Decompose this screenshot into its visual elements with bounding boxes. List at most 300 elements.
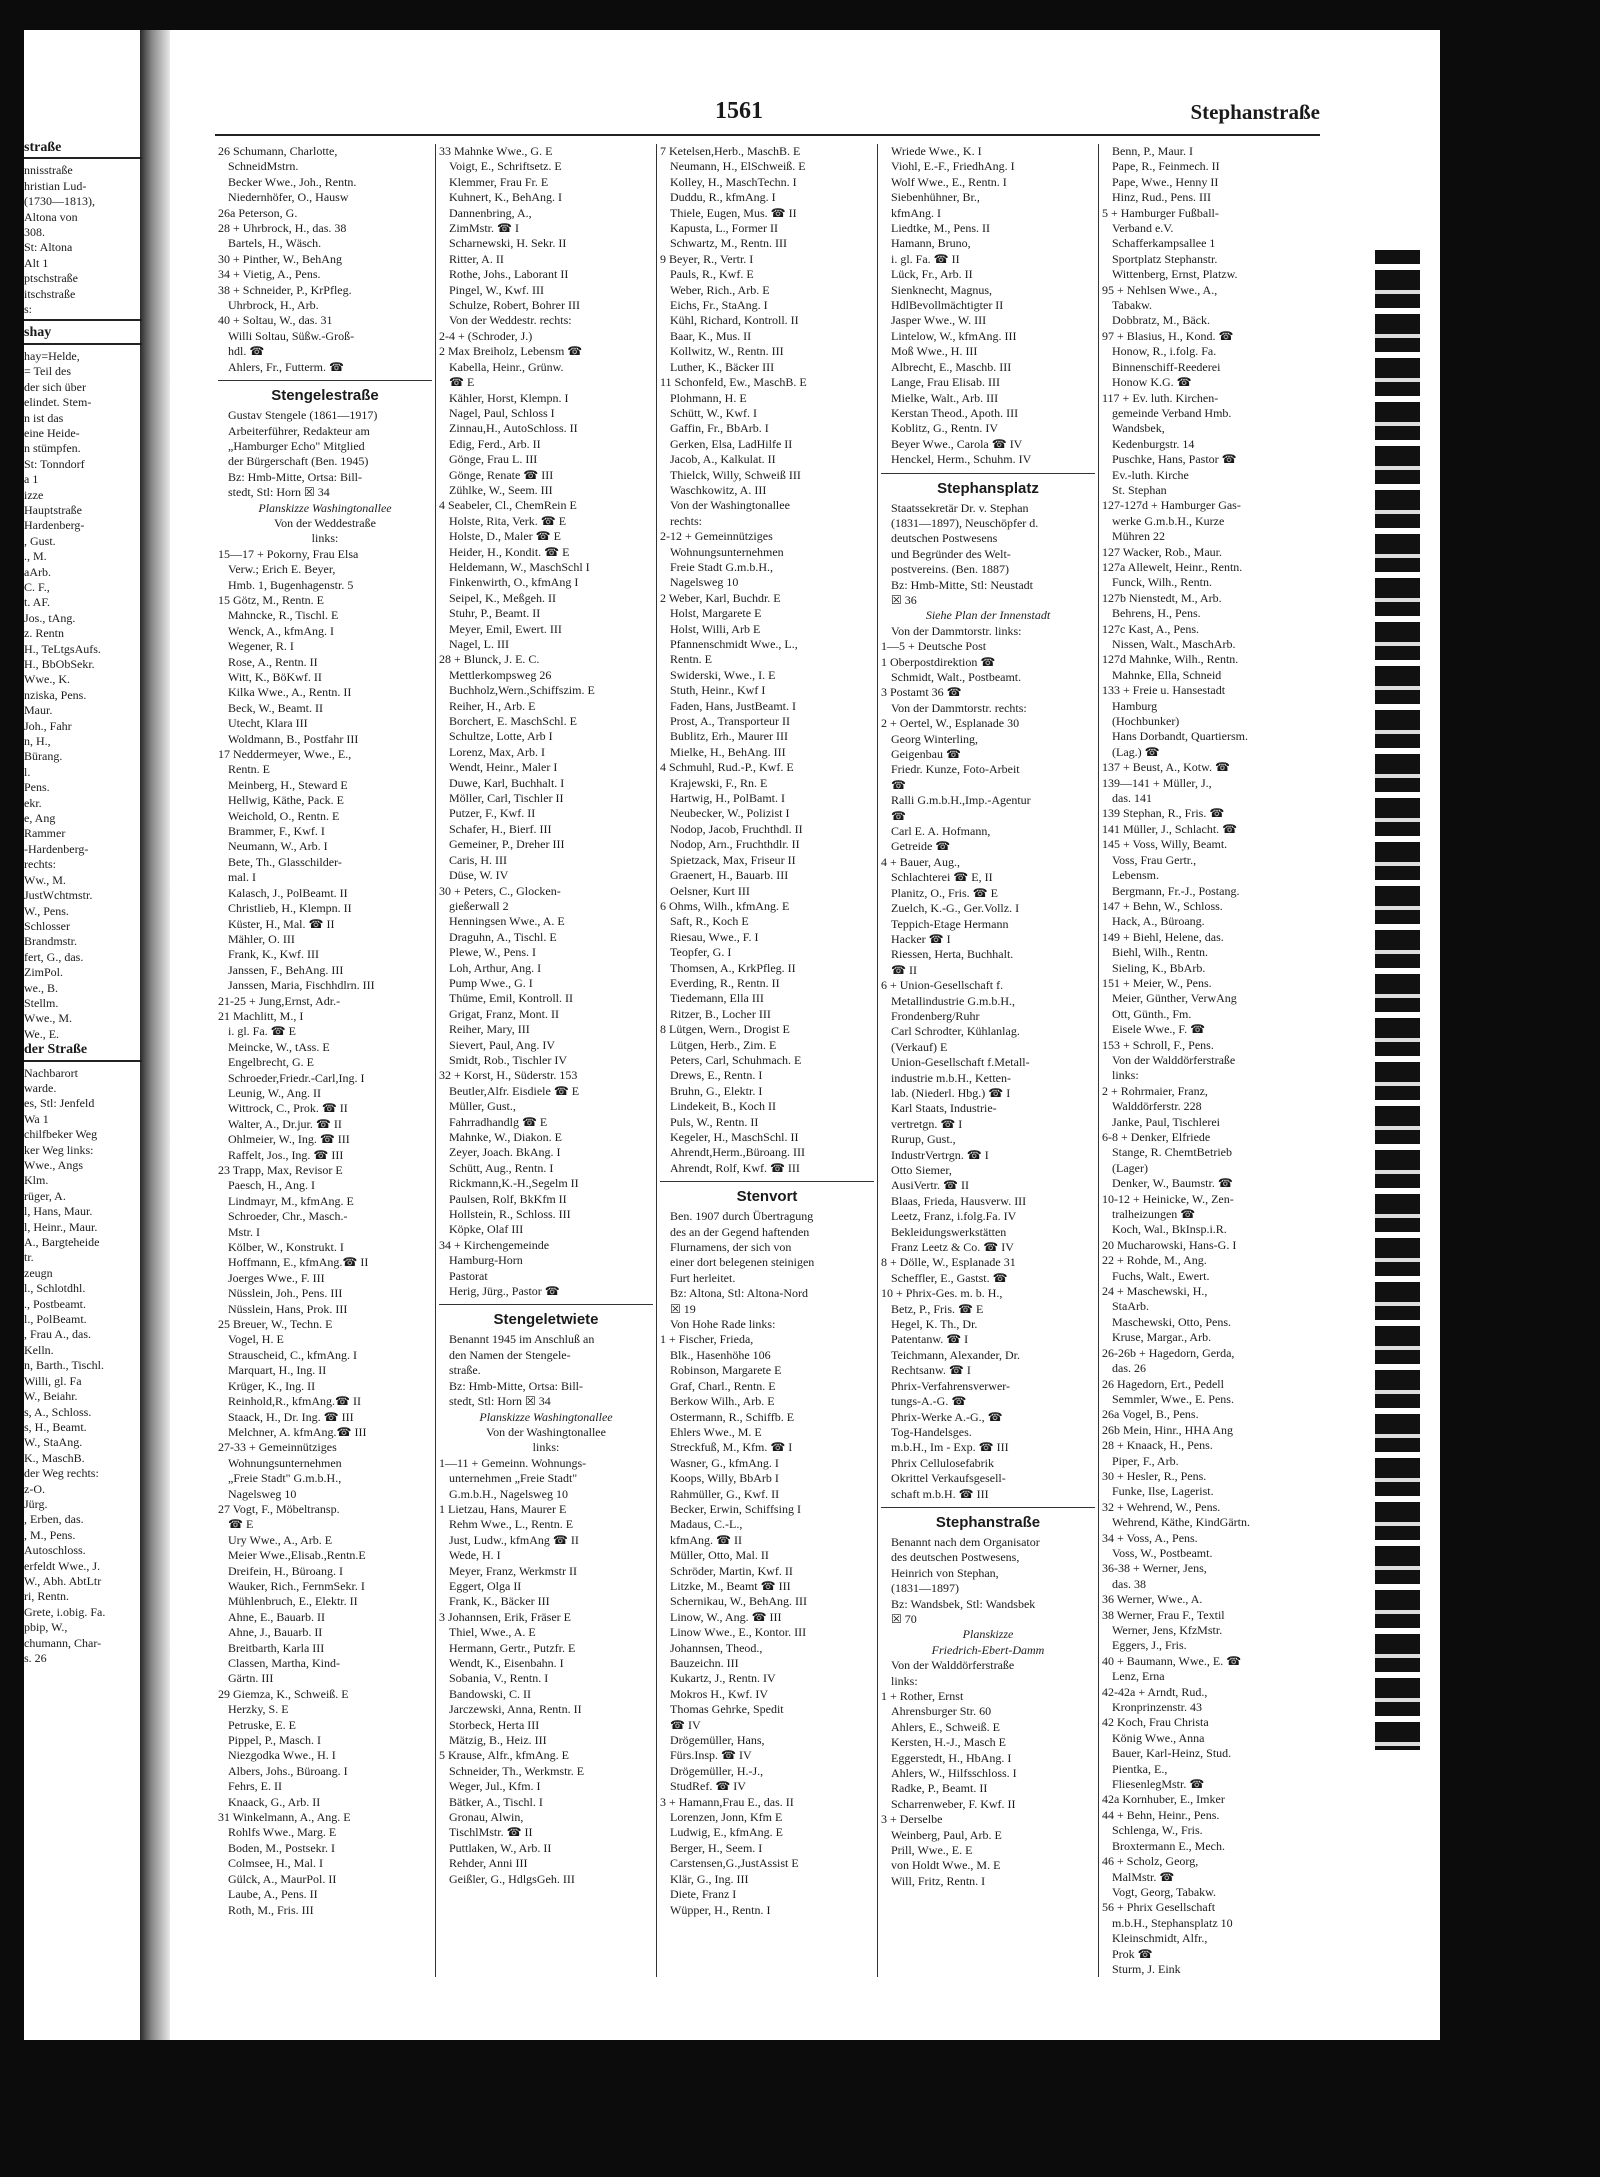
directory-entry: Ritter, A. II — [449, 251, 504, 266]
directory-entry: Petruske, E. E — [228, 1717, 296, 1732]
directory-entry: Müller, Otto, Mal. II — [670, 1548, 769, 1563]
directory-entry: Schlachterei ☎ E, II — [891, 870, 993, 885]
section-rule — [24, 319, 142, 321]
directory-entry: Gustav Stengele (1861—1917) — [228, 408, 378, 423]
directory-entry: Lenz, Erna — [1112, 1669, 1165, 1684]
directory-entry: Utecht, Klara III — [228, 716, 308, 731]
directory-entry: Gronau, Alwin, — [449, 1810, 524, 1825]
directory-entry: Müller, Gust., — [449, 1099, 516, 1114]
directory-entry: 141 Müller, J., Schlacht. ☎ — [1102, 821, 1238, 836]
directory-entry: Schulze, Robert, Bohrer III — [449, 298, 580, 313]
directory-entry: Mahnke, Ella, Schneid — [1112, 667, 1222, 682]
directory-entry: Flurnamens, der sich von — [670, 1240, 792, 1255]
directory-entry: ☎ E — [449, 375, 475, 390]
directory-entry: hdl. ☎ — [228, 344, 265, 359]
directory-entry: 34 + Vietig, A., Pens. — [218, 267, 321, 282]
directory-entry: m.b.H., Im - Exp. ☎ III — [891, 1440, 1009, 1455]
directory-entry: Funke, Ilse, Lagerist. — [1112, 1484, 1214, 1499]
directory-entry: 11 Schonfeld, Ew., MaschB. E — [660, 375, 807, 390]
directory-entry: 3 + Hamann,Frau E., das. II — [660, 1794, 794, 1809]
directory-entry: ☎ II — [891, 962, 917, 977]
directory-entry: des deutschen Postwesens, — [891, 1550, 1020, 1565]
directory-entry: rechts: — [670, 513, 702, 528]
directory-entry: Dannenbring, A., — [449, 205, 532, 220]
directory-entry: Blk., Hasenhöhe 106 — [670, 1347, 771, 1362]
directory-entry: Uhrbrock, H., Arb. — [228, 298, 319, 313]
directory-entry: vertretgn. ☎ I — [891, 1116, 963, 1131]
directory-entry: links: — [891, 1673, 918, 1688]
directory-entry: Hegel, K. Th., Dr. — [891, 1317, 978, 1332]
directory-entry: Wenck, A., kfmAng. I — [228, 623, 335, 638]
directory-entry: MalMstr. ☎ — [1112, 1869, 1175, 1884]
directory-entry: Klemmer, Frau Fr. E — [449, 174, 549, 189]
directory-entry: Fehrs, E. II — [228, 1779, 282, 1794]
left-page-line: Jos., tAng. — [24, 610, 76, 625]
directory-entry: schaft m.b.H. ☎ III — [891, 1486, 989, 1501]
directory-entry: ☒ 70 — [891, 1611, 917, 1626]
directory-entry: Scheffler, E., Gastst. ☎ — [891, 1270, 1008, 1285]
left-page-line: K., MaschB. — [24, 1450, 85, 1465]
directory-entry: Mielke, Walt., Arb. III — [891, 390, 999, 405]
directory-entry: Ostermann, R., Schiffb. E — [670, 1409, 795, 1424]
directory-entry: 28 + Knaack, H., Pens. — [1102, 1438, 1213, 1453]
directory-entry: das. 141 — [1112, 791, 1152, 806]
directory-entry: Meinberg, H., Steward E — [228, 777, 348, 792]
street-heading: Stephanstraße — [881, 1507, 1095, 1531]
directory-entry: 127d Mahnke, Wilh., Rentn. — [1102, 652, 1239, 667]
directory-entry: König Wwe., Anna — [1112, 1730, 1205, 1745]
directory-entry: Verw.; Erich E. Beyer, — [228, 562, 336, 577]
directory-entry: 2 Weber, Karl, Buchdr. E — [660, 590, 781, 605]
directory-entry: Berger, H., Seem. I — [670, 1840, 763, 1855]
directory-entry: Ev.-luth. Kirche — [1112, 467, 1189, 482]
directory-entry: Schütt, Aug., Rentn. I — [449, 1160, 554, 1175]
directory-entry: der Bürgerschaft (Ben. 1945) — [228, 454, 369, 469]
left-page-line: ekr. — [24, 795, 42, 810]
direction-subheading: links: — [311, 531, 339, 546]
directory-entry: 2 Max Breiholz, Lebensm ☎ — [439, 344, 583, 359]
directory-entry: Freie Stadt G.m.b.H., — [670, 559, 773, 574]
directory-entry: Eisele Wwe., F. ☎ — [1112, 1022, 1206, 1037]
directory-entry: Wittenberg, Ernst, Platzw. — [1112, 267, 1238, 282]
directory-entry: Neubecker, W., Polizist I — [670, 806, 790, 821]
directory-entry: Mokros H., Kwf. IV — [670, 1686, 768, 1701]
left-page-line: Klm. — [24, 1173, 49, 1188]
directory-entry: Benannt 1945 im Anschluß an — [449, 1332, 595, 1347]
directory-entry: Reiher, H., Arb. E — [449, 698, 536, 713]
directory-entry: Bekleidungswerkstätten — [891, 1224, 1007, 1239]
left-page-line: s, H., Beamt. — [24, 1419, 87, 1434]
directory-entry: Colmsee, H., Mal. I — [228, 1856, 323, 1871]
directory-entry: Sportplatz Stephanstr. — [1112, 251, 1218, 266]
directory-entry: Furt herleitet. — [670, 1270, 736, 1285]
directory-entry: 25 Breuer, W., Techn. E — [218, 1317, 333, 1332]
directory-entry: stedt, Stl: Horn ☒ 34 — [449, 1394, 551, 1409]
directory-entry: Kronprinzenstr. 43 — [1112, 1700, 1202, 1715]
directory-entry: Klär, G., Ing. III — [670, 1871, 749, 1886]
left-page-line: s: — [24, 302, 33, 317]
left-page-line: rechts: — [24, 857, 56, 872]
directory-entry: Hans Dorbandt, Quartiersm. — [1112, 729, 1248, 744]
left-page-line: tr. — [24, 1250, 34, 1265]
directory-entry: Pape, R., Feinmech. II — [1112, 159, 1220, 174]
directory-entry: ☎ E — [228, 1517, 254, 1532]
directory-entry: 95 + Nehlsen Wwe., A., — [1102, 282, 1218, 297]
directory-entry: Liedtke, M., Pens. II — [891, 221, 990, 236]
directory-entry: Mahncke, R., Tischl. E — [228, 608, 339, 623]
directory-entry: 1—11 + Gemeinn. Wohnungs- — [439, 1455, 587, 1470]
left-page-line: rüger, A. — [24, 1188, 66, 1203]
directory-entry: „Freie Stadt" G.m.b.H., — [228, 1471, 342, 1486]
directory-entry: Mühlenbruch, E., Elektr. II — [228, 1594, 358, 1609]
directory-entry: 2-4 + (Schroder, J.) — [439, 328, 533, 343]
directory-entry: Voss, Frau Gertr., — [1112, 852, 1197, 867]
directory-entry: Hmb. 1, Bugenhagenstr. 5 — [228, 577, 354, 592]
left-page-line: straße — [24, 140, 62, 155]
directory-entry: Wede, H. I — [449, 1548, 501, 1563]
directory-entry: Berkow Wilh., Arb. E — [670, 1394, 775, 1409]
directory-entry: Melchner, A. kfmAng.☎ III — [228, 1424, 367, 1439]
directory-entry: ☎ — [891, 777, 906, 792]
running-head: Stephanstraße — [1190, 100, 1320, 124]
directory-entry: Mahnke, W., Diakon. E — [449, 1130, 562, 1144]
directory-entry: Dobbratz, M., Bäck. — [1112, 313, 1210, 328]
directory-entry: 2 + Oertel, W., Esplanade 30 — [881, 716, 1020, 731]
directory-entry: tungs-A.-G. ☎ — [891, 1394, 967, 1409]
directory-entry: Fahrradhandlg ☎ E — [449, 1114, 548, 1129]
directory-entry: Otto Siemer, — [891, 1163, 952, 1177]
directory-entry: 5 + Hamburger Fußball- — [1102, 205, 1219, 220]
directory-entry: Binnenschiff-Reederei — [1112, 359, 1221, 374]
left-page-line: l. — [24, 764, 31, 779]
directory-entry: Roth, M., Fris. III — [228, 1902, 314, 1917]
directory-entry: 30 + Hesler, R., Pens. — [1102, 1468, 1207, 1483]
directory-entry: Smidt, Rob., Tischler IV — [449, 1052, 568, 1067]
directory-entry: Woldmann, B., Postfahr III — [228, 731, 359, 746]
directory-entry: Rose, A., Rentn. II — [228, 654, 318, 669]
directory-entry: Krüger, K., Ing. II — [228, 1378, 316, 1393]
directory-entry: Becker Wwe., Joh., Rentn. — [228, 174, 357, 189]
directory-entry: Hamburg — [1112, 698, 1158, 713]
directory-entry: Rothe, Johs., Laborant II — [449, 267, 569, 282]
directory-entry: Paesch, H., Ang. I — [228, 1178, 315, 1193]
directory-entry: Denker, W., Baumstr. ☎ — [1112, 1176, 1233, 1191]
left-page-line: l., PolBeamt. — [24, 1312, 87, 1327]
left-page-line: s. 26 — [24, 1651, 47, 1665]
directory-entry: Janssen, F., BehAng. III — [228, 962, 344, 977]
directory-entry: Kalasch, J., PolBeamt. II — [228, 885, 348, 900]
directory-entry: Weinberg, Paul, Arb. E — [891, 1827, 1002, 1842]
directory-entry: Schlenga, W., Fris. — [1112, 1823, 1203, 1838]
directory-entry: 15 Götz, M., Rentn. E — [218, 592, 324, 607]
directory-entry: mal. I — [228, 870, 256, 885]
directory-entry: Metallindustrie G.m.b.H., — [891, 993, 1015, 1008]
directory-entry: AusiVertr. ☎ II — [891, 1178, 969, 1193]
left-page-line: erfeldt Wwe., J. — [24, 1558, 101, 1573]
directory-entry: Rechtsanw. ☎ I — [891, 1363, 971, 1378]
directory-entry: Kapusta, L., Former II — [670, 221, 778, 236]
directory-entry: Brammer, F., Kwf. I — [228, 824, 325, 839]
directory-entry: Meier, Günther, VerwAng — [1112, 991, 1237, 1006]
book-gutter — [140, 30, 170, 2040]
directory-entry: und Begründer des Welt- — [891, 546, 1011, 561]
street-heading: Stephansplatz — [881, 473, 1095, 497]
directory-entry: Schneider, Th., Werkmstr. E — [449, 1763, 585, 1778]
directory-entry: kfmAng. I — [891, 205, 941, 220]
left-page-fragment — [24, 140, 142, 1666]
directory-entry: (Hochbunker) — [1112, 714, 1180, 729]
directory-entry: Herzky, S. E — [228, 1702, 289, 1717]
left-page-line: , Frau A., das. — [24, 1327, 91, 1342]
directory-entry: 8 + Dölle, W., Esplanade 31 — [881, 1255, 1016, 1270]
left-page-line: Hardenberg- — [24, 518, 85, 533]
directory-entry: Radke, P., Beamt. II — [891, 1781, 988, 1796]
directory-entry: Pauls, R., Kwf. E — [670, 267, 754, 282]
directory-entry: gemeinde Verband Hmb. — [1112, 405, 1232, 420]
directory-entry: Knaack, G., Arb. II — [228, 1794, 321, 1809]
directory-entry: Gemeiner, P., Dreher III — [449, 837, 565, 852]
directory-entry: 127a Allewelt, Heinr., Rentn. — [1102, 559, 1243, 574]
directory-entry: 145 + Voss, Willy, Beamt. — [1102, 837, 1228, 852]
left-page-line: Grete, i.obig. Fa. — [24, 1604, 106, 1619]
directory-entry: Arbeiterführer, Redakteur am — [228, 423, 370, 438]
directory-entry: Raffelt, Jos., Ing. ☎ III — [228, 1147, 344, 1162]
columns-container — [215, 144, 1320, 1977]
directory-entry: Lorenzen, Jonn, Kfm E — [670, 1810, 783, 1825]
directory-entry: 27 Vogt, F., Möbeltransp. — [218, 1501, 340, 1516]
directory-entry: Pippel, P., Masch. I — [228, 1733, 321, 1748]
directory-entry: (Lager) — [1112, 1160, 1148, 1175]
directory-entry: Prill, Wwe., E. E — [891, 1843, 973, 1858]
directory-entry: Puttlaken, W., Arb. II — [449, 1840, 552, 1855]
left-page-line: ., M. — [24, 549, 47, 564]
directory-entry: Kerstan Theod., Apoth. III — [891, 405, 1019, 420]
directory-entry: 23 Trapp, Max, Revisor E — [218, 1163, 343, 1177]
left-page-line: pbip, W., — [24, 1620, 68, 1635]
directory-entry: Wendt, Heinr., Maler I — [449, 760, 558, 775]
directory-entry: StudRef. ☎ IV — [670, 1779, 746, 1794]
directory-entry: Ahlers, W., Hilfsschloss. I — [891, 1766, 1017, 1781]
directory-entry: Litzke, M., Beamt ☎ III — [670, 1578, 791, 1593]
directory-entry: Okrittel Verkaufsgesell- — [891, 1471, 1006, 1486]
directory-entry: Duwe, Karl, Buchhalt. I — [449, 775, 565, 790]
street-heading: Stenvort — [660, 1181, 874, 1205]
directory-entry: Zühlke, W., Seem. III — [449, 482, 553, 497]
directory-entry: 38 + Schneider, P., KrPfleg. — [218, 282, 352, 297]
directory-entry: Behrens, H., Pens. — [1112, 606, 1201, 621]
directory-entry: Heldemann, W., MaschSchl I — [449, 559, 590, 574]
directory-entry: Gönge, Frau L. III — [449, 452, 538, 467]
left-page-line: eine Heide- — [24, 425, 80, 440]
directory-entry: Beyer Wwe., Carola ☎ IV — [891, 436, 1023, 451]
directory-entry: Neumann, H., ElSchweiß. E — [670, 159, 806, 174]
directory-entry: Zuelch, K.-G., Ger.Vollz. I — [891, 901, 1020, 916]
directory-entry: Ahrensburger Str. 60 — [891, 1704, 992, 1719]
directory-entry: Thiele, Eugen, Mus. ☎ II — [670, 205, 797, 220]
directory-entry: Biehl, Wilh., Rentn. — [1112, 945, 1208, 960]
directory-entry: Witt, K., BöKwf. II — [228, 670, 322, 684]
directory-entry: Pump Wwe., G. I — [449, 975, 533, 990]
directory-entry: Ohlmeier, W., Ing. ☎ III — [228, 1132, 350, 1147]
directory-entry: Baar, K., Mus. II — [670, 328, 752, 343]
directory-entry: Rehm Wwe., L., Rentn. E — [449, 1517, 574, 1532]
directory-entry: Honow, R., i.folg. Fa. — [1112, 344, 1217, 359]
directory-entry: Schernikau, W., BehAng. III — [670, 1594, 807, 1609]
directory-entry: Meyer, Franz, Werkmstr II — [449, 1563, 577, 1578]
directory-entry: Lintelow, W., kfmAng. III — [891, 328, 1017, 343]
left-page-line: We., E. — [24, 1026, 60, 1041]
left-page-line: warde. — [24, 1080, 57, 1095]
directory-entry: Weichold, O., Rentn. E — [228, 808, 340, 823]
directory-entry: Wohnungsunternehmen — [670, 544, 784, 559]
directory-entry: Ritzer, B., Locher III — [670, 1006, 771, 1021]
directory-entry: Hellwig, Käthe, Pack. E — [228, 793, 344, 808]
street-heading: Stengeletwiete — [439, 1304, 653, 1328]
directory-entry: Laube, A., Pens. II — [228, 1887, 318, 1902]
directory-entry: Von der Weddestr. rechts: — [449, 313, 572, 328]
directory-entry: Von der Washingtonallee — [670, 498, 790, 513]
scan-border-bottom — [0, 2040, 1600, 2177]
directory-entry: 28 + Uhrbrock, H., das. 38 — [218, 221, 347, 236]
directory-entry: 29 Giemza, K., Schweiß. E — [218, 1686, 349, 1701]
directory-entry: kfmAng. ☎ II — [670, 1532, 742, 1547]
directory-entry: Luther, K., Bäcker III — [670, 359, 775, 374]
directory-entry: 6 Ohms, Wilh., kfmAng. E — [660, 898, 790, 913]
directory-entry: 36 Werner, Wwe., A. — [1102, 1592, 1203, 1607]
directory-entry: Gerken, Elsa, LadHilfe II — [670, 436, 793, 451]
directory-entry: 3 Postamt 36 ☎ — [881, 685, 962, 700]
directory-entry: Thielck, Willy, Schweiß III — [670, 467, 801, 482]
directory-entry: Voss, W., Postbeamt. — [1112, 1545, 1213, 1560]
directory-entry: Henckel, Herm., Schuhm. IV — [891, 452, 1032, 467]
directory-entry: Hamann, Bruno, — [891, 236, 971, 251]
directory-entry: 149 + Biehl, Helene, das. — [1102, 929, 1224, 944]
directory-entry: 127-127d + Hamburger Gas- — [1102, 498, 1241, 513]
directory-entry: Planitz, O., Fris. ☎ E — [891, 885, 998, 900]
left-page-line: 308. — [24, 225, 45, 240]
directory-entry: Saft, R., Koch E — [670, 914, 749, 929]
left-page-line: z. Rentn — [24, 626, 64, 641]
directory-entry: Nodop, Arn., Fruchthdlr. II — [670, 837, 800, 852]
direction-subheading: Von der Weddestraße — [274, 515, 376, 530]
directory-entry: Carl Schrodter, Kühlanlag. — [891, 1024, 1020, 1039]
directory-entry: 5 Krause, Alfr., kfmAng. E — [439, 1748, 569, 1763]
directory-entry: Ehlers Wwe., M. E — [670, 1424, 762, 1439]
directory-entry: Fuchs, Walt., Ewert. — [1112, 1268, 1210, 1283]
directory-entry: Albers, Johs., Büroang. I — [228, 1763, 348, 1778]
directory-entry: Piper, F., Arb. — [1112, 1453, 1179, 1468]
directory-entry: 4 Seabeler, Cl., ChemRein E — [439, 498, 577, 513]
directory-entry: Schafer, H., Bierf. III — [449, 821, 552, 836]
directory-entry: Linow Wwe., E., Kontor. III — [670, 1625, 807, 1640]
left-page-line: Wa 1 — [24, 1111, 49, 1126]
directory-entry: Stuth, Heinr., Kwf I — [670, 683, 766, 698]
directory-entry: Moß Wwe., H. III — [891, 344, 978, 359]
directory-entry: Betz, P., Fris. ☎ E — [891, 1301, 984, 1316]
directory-entry: Scharnewski, H. Sekr. II — [449, 236, 567, 251]
directory-entry: Pfannenschmidt Wwe., L., — [670, 637, 798, 651]
directory-entry: Teopfer, G. I — [670, 945, 732, 960]
directory-entry: Meyer, Emil, Ewert. III — [449, 621, 562, 636]
directory-entry: Edig, Ferd., Arb. II — [449, 436, 541, 451]
left-page-line: A., Bargteheide — [24, 1235, 100, 1250]
directory-entry: HdlBevollmächtigter II — [891, 298, 1004, 313]
directory-entry: 42-42a + Arndt, Rud., — [1102, 1684, 1208, 1699]
directory-entry: Sobania, V., Rentn. I — [449, 1671, 549, 1686]
left-page-line: ker Weg links: — [24, 1142, 94, 1157]
directory-entry: Koblitz, G., Rentn. IV — [891, 421, 998, 436]
directory-entry: Blaas, Frieda, Hausverw. III — [891, 1193, 1027, 1208]
directory-entry: Paulsen, Rolf, BkKfm II — [449, 1191, 567, 1206]
left-page-line: Schlosser — [24, 918, 70, 933]
directory-entry: Hollstein, R., Schloss. III — [449, 1207, 571, 1222]
directory-entry: Zeyer, Joach. BkAng. I — [449, 1145, 561, 1160]
directory-entry: Holst, Margarete E — [670, 606, 762, 621]
directory-entry: Von Hohe Rade links: — [670, 1317, 776, 1332]
directory-entry: Neumann, W., Arb. I — [228, 839, 328, 854]
directory-entry: 151 + Meier, W., Pens. — [1102, 975, 1212, 990]
directory-entry: Lück, Fr., Arb. II — [891, 267, 973, 282]
directory-entry: Finkenwirth, O., kfmAng I — [449, 575, 579, 590]
directory-entry: Wandsbek, — [1112, 421, 1165, 436]
directory-entry: Jasper Wwe., W. III — [891, 313, 987, 328]
directory-entry: Ralli G.m.b.H.,Imp.-Agentur — [891, 793, 1031, 808]
directory-entry: 34 + Voss, A., Pens. — [1102, 1530, 1198, 1545]
directory-entry: Putzer, F., Kwf. II — [449, 806, 536, 821]
directory-entry: Nissen, Walt., MaschArb. — [1112, 637, 1236, 651]
directory-entry: Kolley, H., MaschTechn. I — [670, 174, 797, 189]
directory-entry: Köpke, Olaf III — [449, 1222, 524, 1237]
directory-entry: 26 Hagedorn, Ert., Pedell — [1102, 1376, 1224, 1391]
left-page-line: a 1 — [24, 472, 39, 487]
directory-entry: (1831—1897), Neuschöpfer d. — [891, 515, 1039, 530]
directory-entry: 44 + Behn, Heinr., Pens. — [1102, 1807, 1220, 1822]
directory-entry: 1 Lietzau, Hans, Maurer E — [439, 1501, 567, 1516]
directory-entry: Schroeder,Friedr.-Carl,Ing. I — [228, 1070, 365, 1085]
directory-entry: Kühl, Richard, Kontroll. II — [670, 313, 799, 328]
directory-entry: ☎ — [891, 808, 906, 823]
directory-entry: Mielke, H., BehAng. III — [670, 744, 786, 759]
left-page-line: hay=Helde, — [24, 348, 80, 363]
directory-entry: 15—17 + Pokorny, Frau Elsa — [218, 546, 359, 561]
directory-entry: G.m.b.H., Nagelsweg 10 — [449, 1486, 568, 1501]
directory-entry: Rickmann,K.-H.,Segelm II — [449, 1176, 579, 1191]
directory-entry: Jarczewski, Anna, Rentn. II — [449, 1702, 582, 1717]
directory-entry: Holste, D., Maler ☎ E — [449, 529, 561, 544]
left-page-line: W., StaAng. — [24, 1435, 83, 1450]
street-heading: Stengelestraße — [218, 380, 432, 404]
left-page-line: chilfbeker Weg — [24, 1127, 98, 1142]
directory-entry: Eggers, J., Fris. — [1112, 1638, 1187, 1653]
directory-entry: 20 Mucharowski, Hans-G. I — [1102, 1237, 1237, 1252]
left-page-line: es, Stl: Jenfeld — [24, 1096, 95, 1111]
left-page-line: St: Tonndorf — [24, 456, 85, 471]
left-page-line: der Weg rechts: — [24, 1466, 99, 1481]
directory-entry: Seipel, K., Meßgeh. II — [449, 590, 556, 605]
directory-entry: 22 + Rohde, M., Ang. — [1102, 1253, 1207, 1268]
directory-entry: gießerwall 2 — [449, 898, 509, 913]
directory-entry: m.b.H., Stephansplatz 10 — [1112, 1915, 1233, 1930]
directory-entry: Rentn. E — [670, 652, 712, 667]
left-page-line: , Gust. — [24, 533, 56, 548]
directory-entry: Becker, Erwin, Schiffsing I — [670, 1501, 801, 1516]
left-page-line: Hauptstraße — [24, 502, 82, 517]
directory-entry: Thomsen, A., KrkPfleg. II — [670, 960, 796, 975]
directory-entry: Schafferkampsallee 1 — [1112, 236, 1216, 251]
directory-entry: Eggert, Olga II — [449, 1578, 522, 1593]
directory-entry: Kölber, W., Konstrukt. I — [228, 1240, 344, 1255]
directory-entry: 17 Neddermeyer, Wwe., E., — [218, 747, 352, 762]
